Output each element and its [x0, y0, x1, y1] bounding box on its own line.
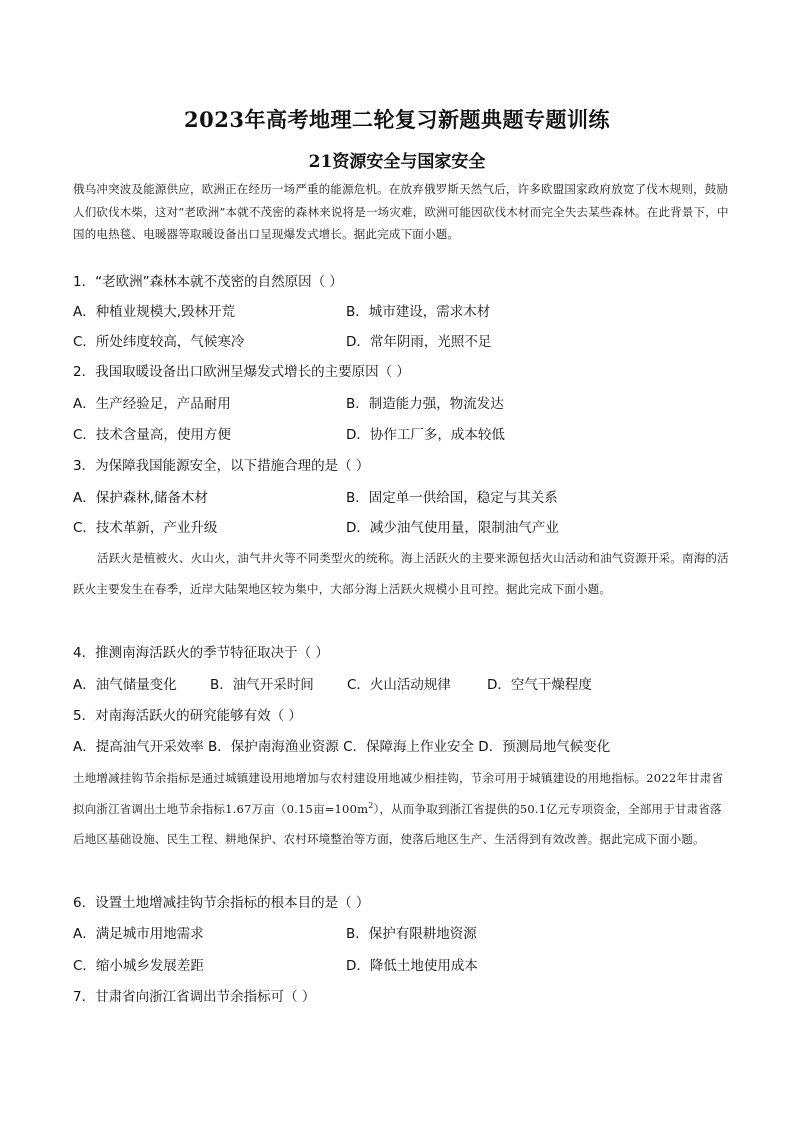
- question-2-option-b: B．制造能力强，物流发达: [346, 396, 504, 412]
- question-6-option-c: C．缩小城乡发展差距: [73, 958, 204, 974]
- question-7-stem: 7．甘肃省向浙江省调出节余指标可（ ）: [73, 989, 316, 1005]
- question-6-option-a: A．满足城市用地需求: [73, 926, 204, 942]
- question-3-stem: 3．为保障我国能源安全，以下措施合理的是（ ）: [73, 458, 370, 474]
- question-4-option-a: A．油气储量变化: [73, 677, 177, 693]
- question-1-option-a: A．种植业规模大,毁林开荒: [73, 304, 236, 320]
- question-4-option-c: C．火山活动规律: [347, 677, 451, 693]
- page-title: 2023年高考地理二轮复习新题典题专题训练: [184, 107, 610, 132]
- question-6-option-b: B．保护有限耕地资源: [346, 926, 477, 942]
- question-1-option-d: D．常年阴雨，光照不足: [346, 334, 492, 350]
- question-1-stem: 1．“老欧洲”森林本就不茂密的自然原因（ ）: [73, 274, 343, 290]
- superscript-2: 2: [368, 800, 374, 810]
- question-3-option-b: B．固定单一供给国，稳定与其关系: [346, 490, 558, 506]
- question-5-options: A．提高油气开采效率 B．保护南海渔业资源 C．保障海上作业安全 D．预测局地气候变化: [73, 739, 611, 755]
- question-2-option-c: C．技术含量高，使用方便: [73, 427, 231, 443]
- question-3-option-a: A．保护森林,储备木材: [73, 490, 209, 506]
- question-2-stem: 2．我国取暖设备出口欧洲呈爆发式增长的主要原因（ ）: [73, 364, 410, 380]
- question-2-option-d: D．协作工厂多，成本较低: [346, 427, 505, 443]
- reading-passage-1: 俄乌冲突波及能源供应，欧洲正在经历一场严重的能源危机。在放弃俄罗斯天然气后，许多欧盟国家政府放宽了伐木规则，鼓励人们砍伐木柴，这对“老欧洲”本就不茂密的森林来说将是一场灾难，欧洲可能因砍伐木材而完全失去某些森林。在此背景下，中国的电热毯、电暖器等取暖设备出口呈现爆发式增长。据此完成下面小题。: [73, 182, 729, 241]
- question-4-option-d: D．空气干燥程度: [487, 677, 592, 693]
- question-1-option-c: C．所处纬度较高，气候寒冷: [73, 334, 245, 350]
- reading-passage-3: [73, 763, 733, 855]
- page-subtitle: 21资源安全与国家安全: [308, 152, 486, 172]
- question-3-option-c: C．技术革新，产业升级: [73, 520, 218, 536]
- question-4-option-b: B．油气开采时间: [210, 677, 314, 693]
- question-3-option-d: D．减少油气使用量，限制油气产业: [346, 520, 559, 536]
- question-6-option-d: D．降低土地使用成本: [346, 958, 478, 974]
- question-5-stem: 5．对南海活跃火的研究能够有效（ ）: [73, 708, 302, 724]
- passage-3-part-2: ），从而争取到浙江省提供的50.1亿元专项资金，全部用于甘肃省落后地区基础设施、民生工程、耕地保护、农村环境整治等方面，使落后地区生产、生活得到有效改善。据此完成下面小题。: [73, 801, 722, 846]
- reading-passage-2: 活跃火是植被火、火山火，油气井火等不同类型火的统称。海上活跃火的主要来源包括火山活动和油气资源开采。南海的活跃火主要发生在春季，近岸大陆架地区较为集中，大部分海上活跃火规模小且可控。据此完成下面小题。: [73, 551, 729, 596]
- question-6-stem: 6．设置土地增减挂钩节余指标的根本目的是（ ）: [73, 895, 370, 911]
- question-4-stem: 4．推测南海活跃火的季节特征取决于（ ）: [73, 645, 329, 661]
- passage-3-part-1: 土地增减挂钩节余指标是通过城镇建设用地增加与农村建设用地减少相挂钩，节余可用于城镇建设的用地指标。2022年甘肃省拟向浙江省调出土地节余指标1.67万亩（0.15亩=100m: [73, 771, 724, 816]
- question-2-option-a: A．生产经验足，产品耐用: [73, 396, 231, 412]
- question-1-option-b: B．城市建设，需求木材: [346, 304, 491, 320]
